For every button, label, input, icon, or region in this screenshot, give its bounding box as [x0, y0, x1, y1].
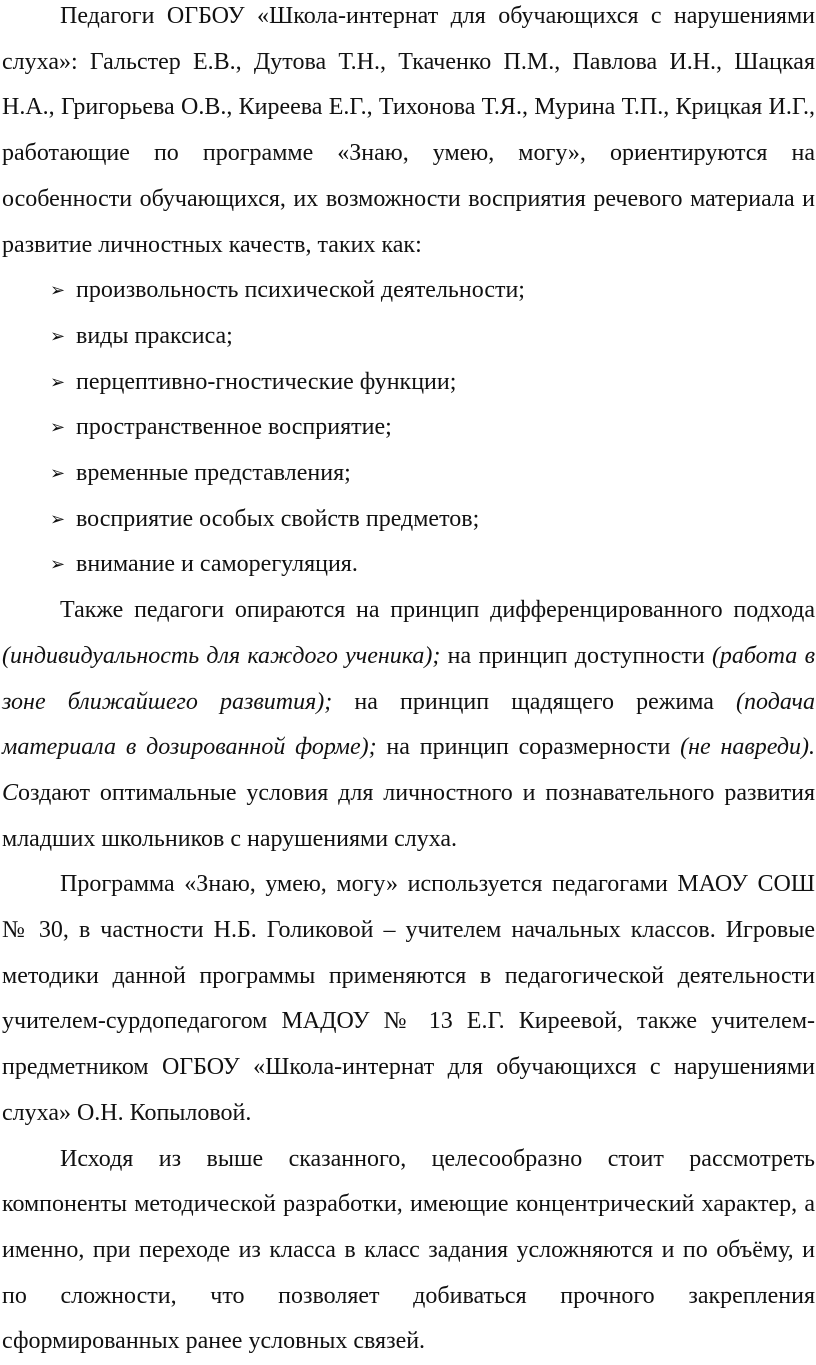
- text-run: на принцип доступности: [440, 642, 712, 669]
- list-item: [50, 268, 815, 314]
- list-item: [50, 497, 815, 543]
- paragraph-teachers-list: Педагоги ОГБОУ «Школа-интернат для обучающихся с нарушениями слуха»: Гальстер Е.В., Дутова Т.Н., Ткаченко П.М., Павлова И.Н., Шацкая Н.А., Григорьева О.В., Киреева Е.Г., Тихонова Т.Я., Мурина Т.П., Крицкая И.Г., работающие по программе «Знаю, умею, могу», ориентируются на особенности обучающихся, их возможности восприятия речевого материала и развитие личностных качеств, таких как:: [2, 3, 815, 258]
- arrowhead-bullet-icon: ➢: [50, 325, 66, 347]
- text-run: оздают оптимальные условия для личностного и познавательного развития младших школьников с нарушениями слуха.: [2, 779, 815, 852]
- text-run: Также педагоги опираются на принцип дифференцированного подхода: [60, 597, 815, 624]
- paragraph-program-usage: Программа «Знаю, умею, могу» используется педагогами МАОУ СОШ № 30, в частности Н.Б. Голиковой – учителем начальных классов. Игровые методики данной программы применяются в педагогической деятельности учителем-сурдопедагогом МАДОУ № 13 Е.Г. Киреевой, также учителем-предметником ОГБОУ «Школа-интернат для обучающихся с нарушениями слуха» О.Н. Копыловой.: [2, 871, 815, 1126]
- list-item-text: внимание и саморегуляция.: [76, 551, 358, 578]
- italic-note: (работа в зоне ближайшего развития);: [2, 642, 815, 715]
- text-run: на принцип соразмерности: [376, 734, 681, 761]
- arrowhead-bullet-icon: ➢: [50, 280, 66, 302]
- list-item-text: виды праксиса;: [76, 322, 233, 349]
- arrowhead-bullet-icon: ➢: [50, 508, 66, 530]
- list-item: [50, 360, 815, 406]
- paragraph-conclusion: Исходя из выше сказанного, целесообразно стоит рассмотреть компоненты методической разработки, имеющие концентрический характер, а именно, при переходе из класса в класс задания усложняются и по объёму, и по сложности, что позволяет добиваться прочного закрепления сформированных ранее условных связей.: [2, 1145, 815, 1355]
- list-item: [50, 451, 815, 497]
- arrowhead-bullet-icon: ➢: [50, 554, 66, 576]
- italic-note: (подача материала в дозированной форме);: [2, 688, 815, 761]
- list-item-text: пространственное восприятие;: [76, 414, 392, 441]
- arrowhead-bullet-icon: ➢: [50, 463, 66, 485]
- list-item: [50, 314, 815, 360]
- qualities-list: [2, 268, 815, 588]
- arrowhead-bullet-icon: ➢: [50, 371, 66, 393]
- italic-note: (не навреди). С: [2, 734, 815, 806]
- list-item-text: произвольность психической деятельности;: [76, 277, 525, 304]
- arrowhead-bullet-icon: ➢: [50, 417, 66, 439]
- list-item: [50, 542, 815, 588]
- list-item: [50, 405, 815, 451]
- list-item-text: временные представления;: [76, 460, 351, 487]
- list-item-text: перцептивно-гностические функции;: [76, 368, 457, 395]
- italic-note: (индивидуальность для каждого ученика);: [2, 642, 441, 669]
- text-run: на принцип щадящего режима: [332, 688, 737, 715]
- paragraph-principles: [2, 588, 815, 862]
- list-item-text: восприятие особых свойств предметов;: [76, 505, 480, 532]
